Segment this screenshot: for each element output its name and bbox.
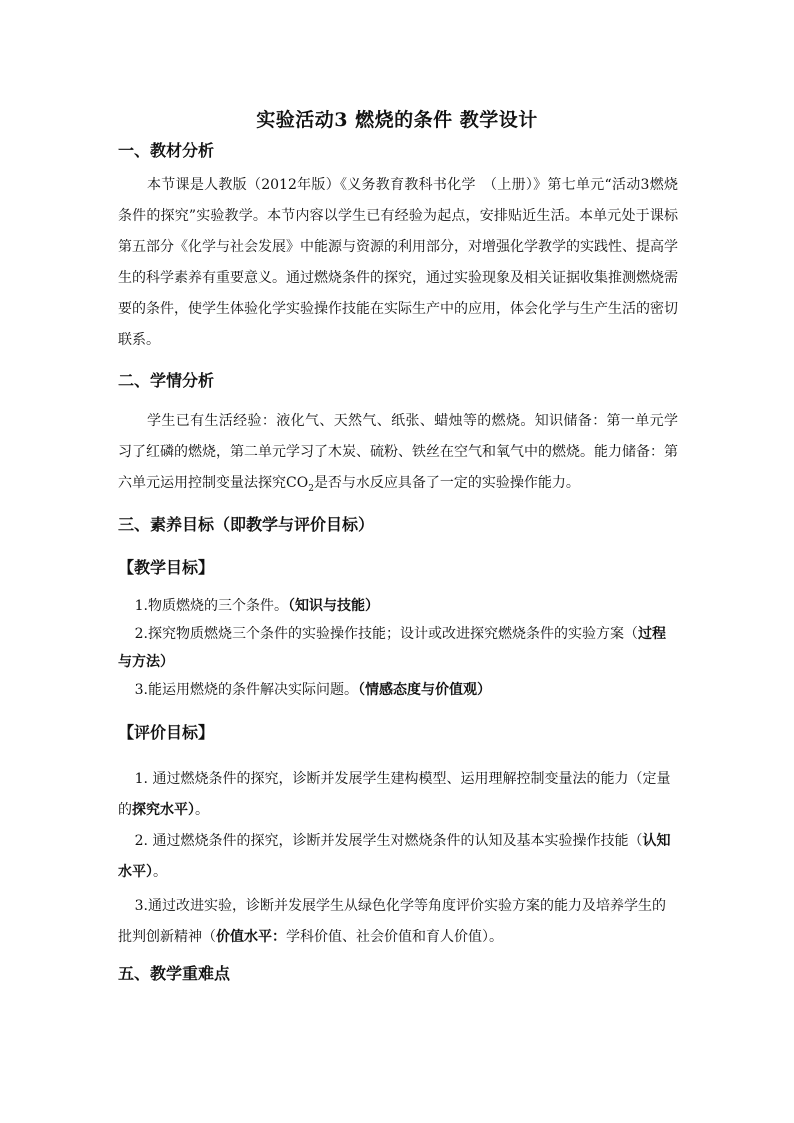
section-heading-literacy-goals: 三、素养目标（即教学与评价目标） bbox=[118, 515, 375, 534]
teaching-goal-item: 1.物质燃烧的三个条件。（知识与技能） bbox=[134, 598, 379, 614]
section-heading-textbook-analysis: 一、教材分析 bbox=[118, 141, 215, 160]
evaluation-goal-item: 3.通过改进实验，诊断并发展学生从绿色化学等角度评价实验方案的能力及培养学生的批判创新精神（价值水平：学科价值、社会价值和育人价值）。 bbox=[118, 898, 666, 945]
evaluation-goals-heading: 【评价目标】 bbox=[118, 723, 215, 742]
document-title: 实验活动3 燃烧的条件 教学设计 bbox=[256, 109, 538, 131]
evaluation-goal-item: 2. 通过燃烧条件的探究，诊断并发展学生对燃烧条件的认知及基本实验操作技能（认知水平）。 bbox=[118, 833, 671, 880]
section-heading-key-difficulties: 五、教学重难点 bbox=[118, 964, 231, 983]
teaching-goal-item: 2.探究物质燃烧三个条件的实验操作技能；设计或改进探究燃烧条件的实验方案（过程与方法） bbox=[118, 626, 666, 670]
teaching-goals-heading: 【教学目标】 bbox=[118, 558, 215, 577]
textbook-analysis-paragraph: 本节课是人教版（2012年版）《义务教育教科书化学 （上册）》第七单元“活动3燃烧条件的探究”实验教学。本节内容以学生已有经验为起点，安排贴近生活。本单元处于课标第五部分《化学与社会发展》中能源与资源的利用部分，对增强化学教学的实践性、提高学生的科学素养有重要意义。通过燃烧条件的探究，通过实验现象及相关证据收集推测燃烧需要的条件，使学生体验化学实验操作技能在实际生产中的应用，体会化学与生产生活的密切联系。 bbox=[118, 177, 678, 348]
teaching-goal-item: 3.能运用燃烧的条件解决实际问题。（情感态度与价值观） bbox=[134, 682, 491, 698]
evaluation-goal-item: 1. 通过燃烧条件的探究，诊断并发展学生建构模型、运用理解控制变量法的能力（定量的探究水平）。 bbox=[118, 771, 671, 818]
learner-analysis-paragraph: 学生已有生活经验：液化气、天然气、纸张、蜡烛等的燃烧。知识储备：第一单元学习了红磷的燃烧，第二单元学习了木炭、硫粉、铁丝在空气和氧气中的燃烧。能力储备：第六单元运用控制变量法探究$CO_2$是否与水反应具备了一定的实验操作能力。 bbox=[118, 413, 678, 494]
section-heading-learner-analysis: 二、学情分析 bbox=[118, 371, 215, 390]
